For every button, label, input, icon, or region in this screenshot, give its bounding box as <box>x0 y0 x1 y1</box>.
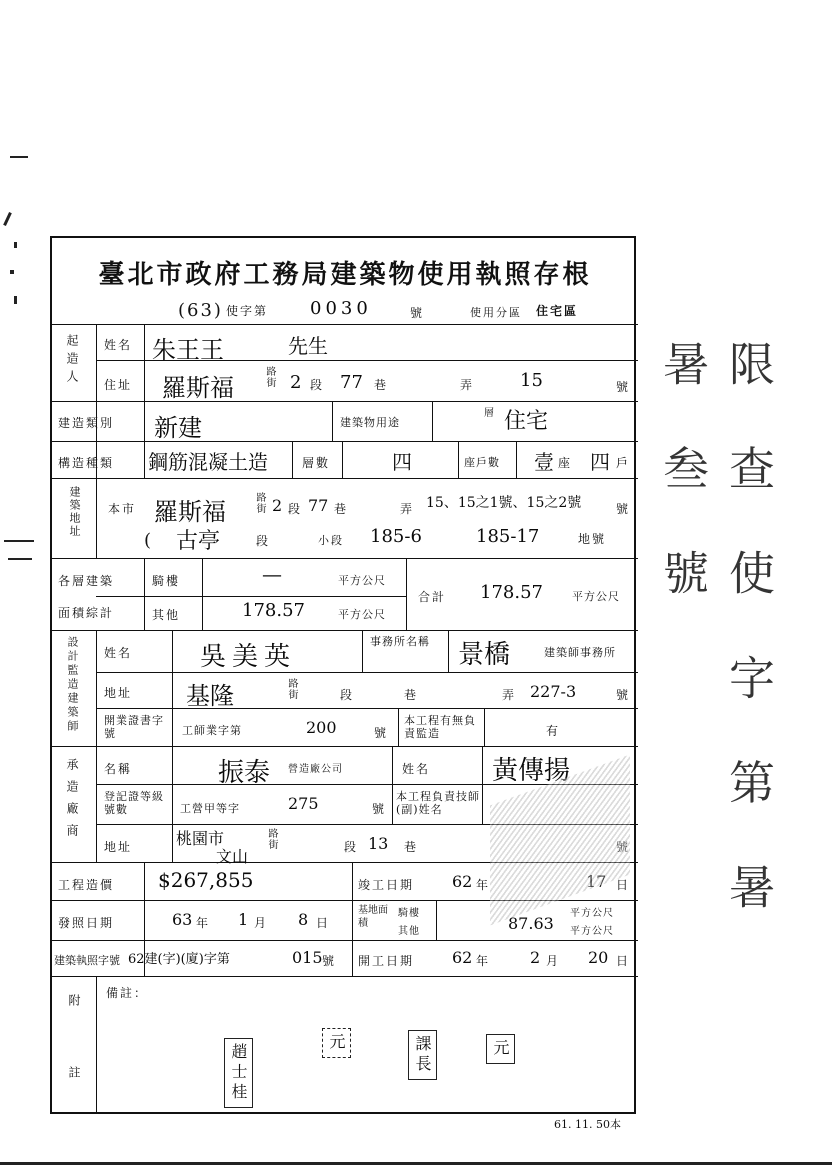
owner-street: 羅斯福 <box>162 374 234 402</box>
area-total-value: 178.57 <box>480 582 543 603</box>
build-type-value: 新建 <box>154 414 202 442</box>
site-street: 羅斯福 <box>154 498 226 526</box>
owner-honorific: 先生 <box>288 334 328 358</box>
zone-label: 使用分區 <box>470 306 522 319</box>
form-code: 61. 11. 50本 <box>554 1118 621 1131</box>
site-section-label: 建築地址 <box>68 486 81 538</box>
stamp-3: 課長 <box>408 1030 437 1080</box>
architect-office: 景橋 <box>458 640 511 670</box>
permit-form: 臺北市政府工務局建築物使用執照存根 (63) 使字第 0030 號 使用分區 住宅區 起造人 姓名 朱王王 先生 住址 羅斯福 路街 2 段 77 巷 弄 15 號 建造類別 新建 建築物用途 層 住宅 構造種類 鋼筋混凝土造 層數 四 座戶數 壹 座 四 戶 建築地址 本市 羅斯福 路街 2 段 77 巷 弄 15、15之1號、15之2號 號 ( 古亭 段 小段 185-6 185-17 地號 各層建築 面積綜計 騎樓 — 平方公尺 其他 178.57 平方公尺 合計 178.57 平方公尺 設計監造建築師 姓名 吳美英 事務所名稱 景橋 建築師事務所 地址 基隆 路街 段 巷 弄 227-3 號 開業證書字號 工師業字第 200 號 本工程有無負責監造 有 承造廠商 名稱 振泰 營造廠公司 姓名 黃傳揚 登記證等級號數 工營甲等字 275 號 本工程負責技師(副)姓名 地址 桃園市 文山 路街 段 13 巷 號 工程造價 $267,855 竣工日期 62 年 17 日 發照日期 63 年 1 月 8 日 基地面積 騎樓 其他 87.63 平方公尺 平方公尺 建築執照字號 62建(字)(廈)字第 015 號 開工日期 62 年 2 月 20 日 附註 備註： 趙士桂 元 課長 元 <box>50 236 636 1114</box>
land-section: 古亭 <box>176 529 221 554</box>
stamp-4: 元 <box>486 1034 515 1064</box>
cost-value: $267,855 <box>158 868 254 892</box>
margin-handwriting: 限 查 使 字 第 暑 暑 叁 號 <box>656 340 776 932</box>
structure-value: 鋼筋混凝土造 <box>148 450 268 474</box>
permit-prefix: 使字第 <box>226 304 269 318</box>
architect-name: 吳美英 <box>200 642 297 672</box>
contractor-section-label: 承造廠商 <box>65 758 79 846</box>
site-area-value: 87.63 <box>508 914 554 933</box>
notes-section-label: 附註 <box>67 994 81 1138</box>
build-use-value: 住宅 <box>504 409 549 434</box>
owner-name-label: 姓名 <box>104 338 133 352</box>
lot-b: 185-17 <box>476 526 540 547</box>
architect-street: 基隆 <box>186 682 234 710</box>
permit-suffix: 號 <box>410 306 425 320</box>
permit-number: 0030 <box>310 298 372 319</box>
area-other-value: 178.57 <box>242 600 305 621</box>
stamp-2: 元 <box>322 1028 351 1058</box>
architect-section-label: 設計監造建築師 <box>66 636 79 734</box>
permit-construction-no: 62建(字)(廈)字第 <box>128 952 230 967</box>
remarks-label: 備註： <box>106 986 149 1000</box>
form-title: 臺北市政府工務局建築物使用執照存根 <box>98 260 592 290</box>
site-numbers: 15、15之1號、15之2號 <box>426 495 582 511</box>
contractor-person: 黃傳揚 <box>492 756 571 786</box>
owner-section-label: 起造人 <box>65 334 79 388</box>
build-type-label: 建造類別 <box>58 416 115 430</box>
structure-label: 構造種類 <box>58 456 115 470</box>
zone-value: 住宅區 <box>536 304 579 318</box>
contractor-name: 振泰 <box>218 758 271 788</box>
owner-address-label: 住址 <box>104 378 133 392</box>
lot-a: 185-6 <box>370 526 422 547</box>
permit-year: (63) <box>178 300 223 321</box>
owner-name: 朱王王 <box>152 336 224 364</box>
stamp-1: 趙士桂 <box>224 1038 253 1108</box>
